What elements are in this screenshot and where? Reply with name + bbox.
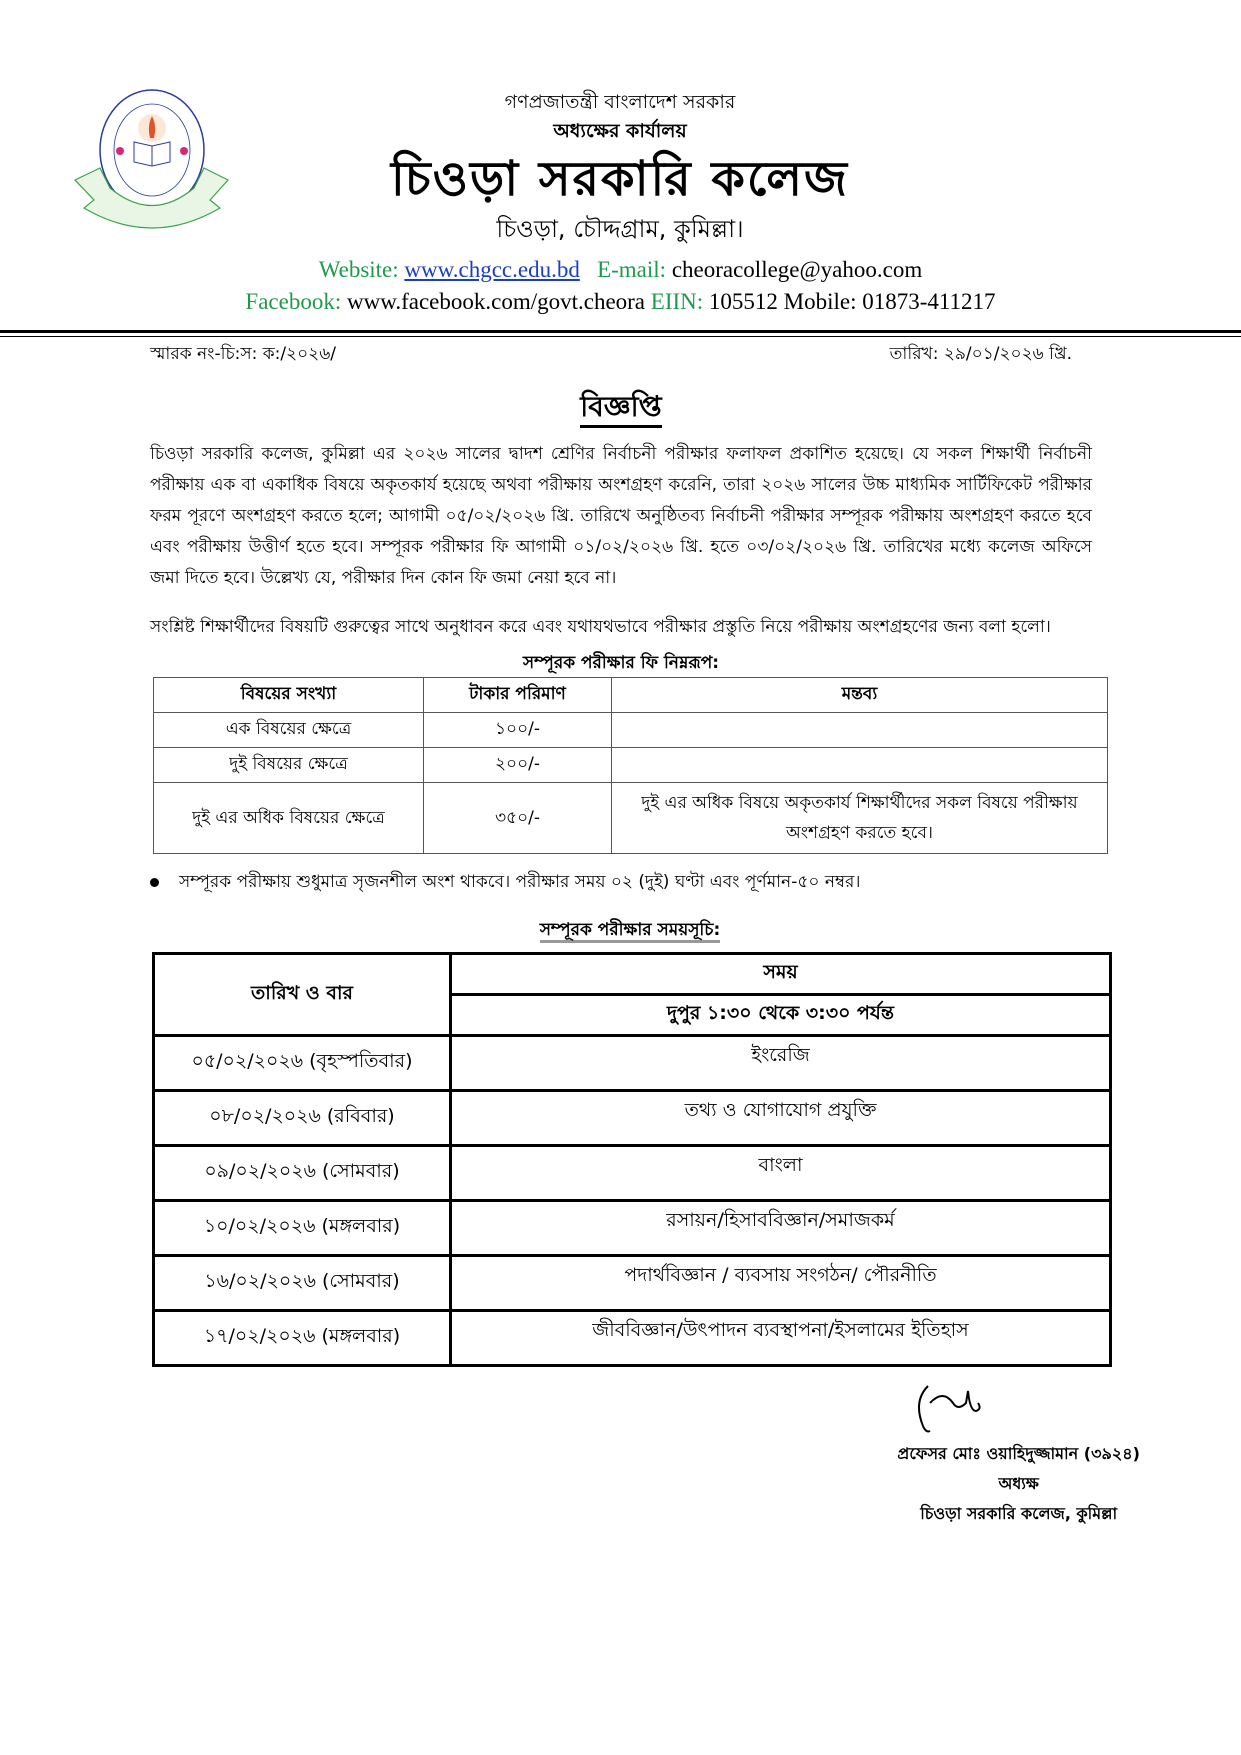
fee-remark	[612, 713, 1108, 748]
bullet-note-text: সম্পূরক পরীক্ষায় শুধুমাত্র সৃজনশীল অংশ থাকবে। পরীক্ষার সময় ০২ (দুই) ঘণ্টা এবং পূর্ণমান-৫০ নম্বর।	[179, 872, 861, 892]
college-logo	[70, 88, 230, 238]
schedule-date: ১০/০২/২০২৬ (মঙ্গলবার)	[154, 1201, 451, 1256]
flame-icon	[138, 114, 166, 142]
signatory-institution: চিওড়া সরকারি কলেজ, কুমিল্লা	[920, 1504, 1118, 1523]
schedule-date: ১৭/০২/২০২৬ (মঙ্গলবার)	[154, 1311, 451, 1366]
schedule-header-time: সময়	[451, 954, 1111, 995]
email-value[interactable]: cheoracollege@yahoo.com	[671, 257, 923, 282]
schedule-subject: ইংরেজি	[451, 1036, 1111, 1091]
facebook-label: Facebook:	[245, 289, 342, 314]
schedule-row	[154, 1256, 1111, 1311]
schedule-row	[154, 1311, 1111, 1366]
signature-block	[0, 1381, 1241, 1541]
schedule-caption-text: সম্পূরক পরীক্ষার সময়সূচি:	[540, 920, 721, 943]
schedule-caption	[150, 916, 1110, 944]
schedule-date: ১৬/০২/২০২৬ (সোমবার)	[154, 1256, 451, 1311]
signature	[908, 1381, 998, 1436]
signatory-title: অধ্যক্ষ	[998, 1474, 1039, 1493]
fee-amount: ৩৫০/-	[424, 783, 612, 854]
fee-table	[153, 677, 1108, 854]
website-label: Website:	[318, 257, 399, 282]
fee-row	[154, 713, 1108, 748]
signatory-name: প্রফেসর মোঃ ওয়াহিদুজ্জামান (৩৯২৪)	[897, 1444, 1140, 1463]
fee-subjects: দুই বিষয়ের ক্ষেত্রে	[154, 748, 424, 783]
fee-amount: ২০০/-	[424, 748, 612, 783]
fee-header-amount: টাকার পরিমাণ	[424, 678, 612, 713]
notice-body	[150, 341, 1092, 1367]
contact-line-2	[0, 286, 1241, 318]
schedule-subject: বাংলা	[451, 1146, 1111, 1201]
fee-subjects: দুই এর অধিক বিষয়ের ক্ষেত্রে	[154, 783, 424, 854]
letterhead-text	[240, 88, 1000, 246]
schedule-table	[152, 952, 1112, 1367]
facebook-value: www.facebook.com/govt.cheora	[346, 289, 646, 314]
schedule-header-row	[154, 954, 1111, 995]
bullet-note	[150, 868, 1110, 896]
signatory-text	[897, 1439, 1140, 1529]
notice-title-text: বিজ্ঞপ্তি	[580, 390, 661, 428]
schedule-time-slot: দুপুর ১:৩০ থেকে ৩:৩০ পর্যন্ত	[451, 995, 1111, 1036]
eiin-value: 105512	[708, 289, 778, 314]
notice-title	[150, 387, 1092, 427]
schedule-row	[154, 1091, 1111, 1146]
fee-row	[154, 783, 1108, 854]
fee-header-remark: মন্তব্য	[612, 678, 1108, 713]
schedule-row	[154, 1036, 1111, 1091]
memo-reference: স্মারক নং-চি:স: ক:/২০২৬/	[150, 344, 337, 364]
schedule-date: ০৮/০২/২০২৬ (রবিবার)	[154, 1091, 451, 1146]
fee-subjects: এক বিষয়ের ক্ষেত্রে	[154, 713, 424, 748]
fee-remark	[612, 748, 1108, 783]
fee-remark: দুই এর অধিক বিষয়ে অকৃতকার্য শিক্ষার্থীদের সকল বিষয়ে পরীক্ষায় অংশগ্রহণ করতে হবে।	[612, 783, 1108, 854]
college-name: চিওড়া সরকারি কলেজ	[391, 151, 849, 207]
schedule-date: ০৫/০২/২০২৬ (বৃহস্পতিবার)	[154, 1036, 451, 1091]
schedule-row	[154, 1146, 1111, 1201]
letterhead	[0, 0, 1241, 330]
college-address: চিওড়া, চৌদ্দগ্রাম, কুমিল্লা।	[496, 215, 744, 243]
fee-table-caption: সম্পূরক পরীক্ষার ফি নিম্নরূপ:	[522, 653, 720, 673]
office-line: অধ্যক্ষের কার্যালয়	[553, 120, 687, 142]
fee-amount: ১০০/-	[424, 713, 612, 748]
notice-paragraph-1: চিওড়া সরকারি কলেজ, কুমিল্লা এর ২০২৬ সালের দ্বাদশ শ্রেণির নির্বাচনী পরীক্ষার ফলাফল প্রকাশিত হয়েছে। যে সকল শিক্ষার্থী নির্বাচনী পরীক্ষায় এক বা একাধিক বিষয়ে অকৃতকার্য হয়েছে অথবা পরীক্ষায় অংশগ্রহণ করেনি, তারা ২০২৬ সালের উচ্চ মাধ্যমিক সার্টিফিকেট পরীক্ষার ফরম পূরণে অংশগ্রহণ করতে হলে; আগামী ০৫/০২/২০২৬ খ্রি. তারিখে অনুষ্ঠিতব্য নির্বাচনী পরীক্ষার সম্পূরক পরীক্ষায় অংশগ্রহণ করতে হবে এবং পরীক্ষায় উত্তীর্ণ হতে হবে। সম্পূরক পরীক্ষার ফি আগামী ০১/০২/২০২৬ খ্রি. হতে ০৩/০২/২০২৬ খ্রি. তারিখের মধ্যে কলেজ অফিসে জমা দিতে হবে। উল্লেখ্য যে, পরীক্ষার দিন কোন ফি জমা নেয়া হবে না।	[150, 444, 1092, 588]
header-divider-thick	[0, 330, 1241, 333]
fee-row	[154, 748, 1108, 783]
star-icon	[116, 147, 124, 155]
notice-paragraph-2: সংশ্লিষ্ট শিক্ষার্থীদের বিষয়টি গুরুত্বের সাথে অনুধাবন করে এবং যথাযথভাবে পরীক্ষার প্রস্তুতি নিয়ে পরীক্ষায় অংশগ্রহণের জন্য বলা হলো।	[150, 617, 1051, 637]
schedule-header-date: তারিখ ও বার	[154, 954, 451, 1036]
contact-block	[0, 254, 1241, 318]
mobile-value: 01873-411217	[862, 289, 996, 314]
schedule-subject: পদার্থবিজ্ঞান / ব্যবসায় সংগঠন/ পৌরনীতি	[451, 1256, 1111, 1311]
contact-line-1	[0, 254, 1241, 286]
schedule-subject: তথ্য ও যোগাযোগ প্রযুক্তি	[451, 1091, 1111, 1146]
mobile-label: Mobile:	[783, 289, 857, 314]
fee-table-header	[154, 678, 1108, 713]
memo-date: তারিখ: ২৯/০১/২০২৬ খ্রি.	[889, 344, 1072, 364]
header-divider-thin	[0, 336, 1241, 337]
memo-row	[150, 341, 1092, 367]
eiin-label: EIIN:	[650, 289, 704, 314]
star-icon	[180, 147, 188, 155]
schedule-date: ০৯/০২/২০২৬ (সোমবার)	[154, 1146, 451, 1201]
bullet-icon	[150, 878, 159, 887]
schedule-subject: রসায়ন/হিসাববিজ্ঞান/সমাজকর্ম	[451, 1201, 1111, 1256]
schedule-subject: জীববিজ্ঞান/উৎপাদন ব্যবস্থাপনা/ইসলামের ইতিহাস	[451, 1311, 1111, 1366]
fee-header-subjects: বিষয়ের সংখ্যা	[154, 678, 424, 713]
website-link[interactable]: www.chgcc.edu.bd	[404, 257, 580, 282]
email-label: E-mail:	[597, 257, 667, 282]
schedule-row	[154, 1201, 1111, 1256]
government-line: গণপ্রজাতন্ত্রী বাংলাদেশ সরকার	[504, 91, 736, 113]
